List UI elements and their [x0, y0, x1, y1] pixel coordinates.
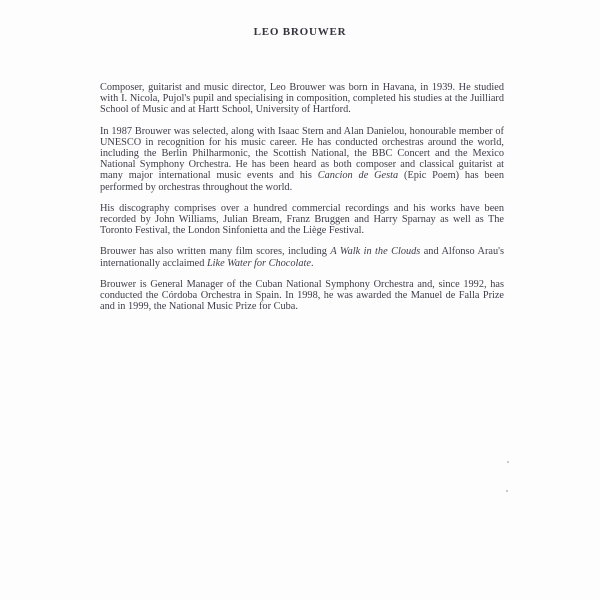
text-segment: Brouwer is General Manager of the Cuban National Symphony Orchestra and, since 1992, has conducted the Córdoba Orchestra in Spain. In 1998, he was awarded the Manuel de Falla Prize and in 1999, the National Music Prize for Cuba.	[100, 278, 504, 313]
bio-paragraph	[100, 82, 504, 116]
biography-text	[100, 82, 504, 322]
text-segment: His discography comprises over a hundred commercial recordings and his works have been recorded by John Williams, Julian Bream, Franz Bruggen and Harry Sparnay as well as The Toronto Festival, the London Sinfonietta and the Liège Festival.	[100, 202, 504, 237]
text-segment: .	[310, 257, 314, 269]
bio-paragraph	[100, 203, 504, 237]
scan-artifact-dot	[506, 490, 508, 492]
page-title: LEO BROUWER	[253, 26, 347, 38]
text-segment: Brouwer has also written many film scores, including	[100, 246, 331, 258]
text-segment: Composer, guitarist and music director, Leo Brouwer was born in Havana, in 1939. He studied with I. Nicola, Pujol's pupil and specialising in composition, completed his studies at the Juilliard School of Music and at Hartt School, University of Hartford.	[100, 82, 504, 116]
bio-paragraph	[100, 246, 504, 268]
scan-artifact-dot	[507, 461, 509, 463]
bio-paragraph	[100, 279, 504, 313]
text-segment: and Alfonso Arau's internationally acclaimed	[100, 246, 504, 269]
text-segment: In 1987 Brouwer was selected, along with Isaac Stern and Alan Danielou, honourable member of UNESCO in recognition for his music career. He has conducted orchestras around the world, including the Berlin Philharmonic, the Scottish National, the BBC Concert and the Mexico National Symphony Orchestra. He has been heard as both composer and classical guitarist at many major international music events and his	[100, 125, 504, 182]
italic-work-title: A Walk in the Clouds	[330, 246, 421, 258]
italic-work-title: Like Water for Chocolate	[206, 257, 311, 269]
bio-paragraph	[100, 126, 504, 193]
italic-work-title: Cancion de Gesta	[317, 170, 399, 182]
text-segment: (Epic Poem) has been performed by orchestras throughout the world.	[100, 170, 504, 193]
